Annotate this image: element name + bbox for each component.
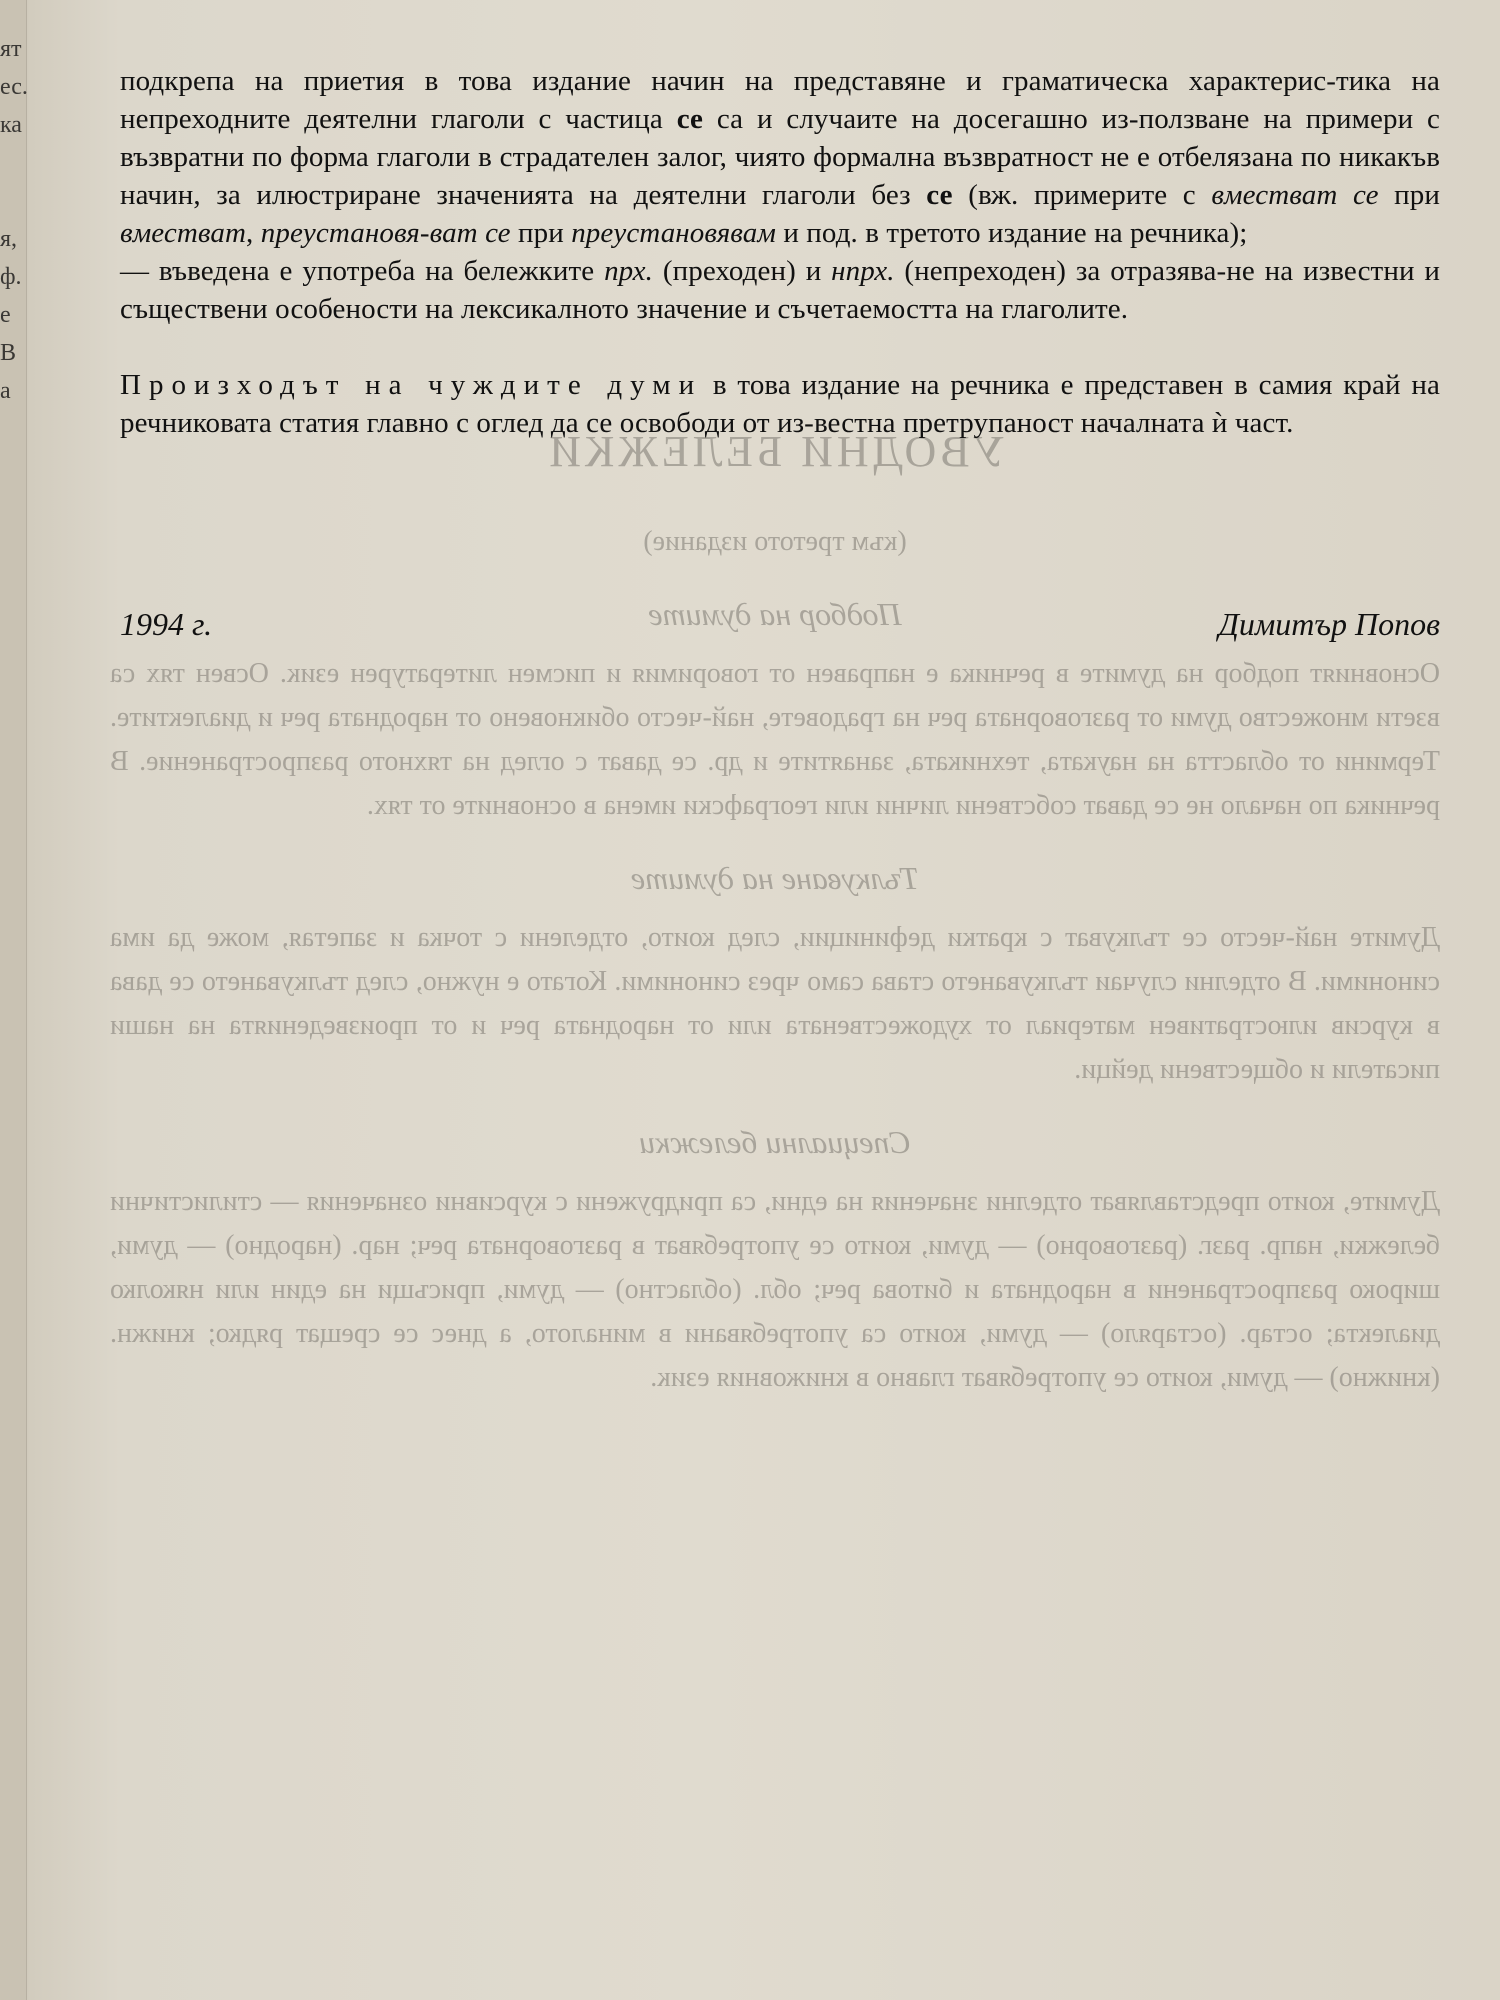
- facing-page-edge: [0, 0, 27, 2000]
- paragraph: [120, 252, 1440, 328]
- paragraph: [120, 62, 1440, 252]
- bold-particle: се: [926, 179, 953, 211]
- text-run: (вж. примерите с: [952, 179, 1212, 211]
- italic-abbreviation: нпрх.: [831, 255, 895, 287]
- italic-example: вместват: [120, 217, 247, 249]
- bold-particle: се: [676, 103, 704, 135]
- signature-year: 1994 г.: [120, 606, 213, 642]
- text-run: — въведена е употреба на бележките: [120, 255, 605, 287]
- text-run: в това издание на речника е представен в самия край на речниковата статия главно с оглед да се освободи от из-вестна претрупаност началната ѝ част.: [120, 369, 1440, 439]
- text-run: и под. в третото издание на речника);: [775, 217, 1248, 249]
- italic-example: вместват се: [1211, 179, 1379, 211]
- italic-example: преустановя-ват се: [260, 217, 511, 249]
- paragraph: [120, 366, 1440, 442]
- spaced-emphasis: Произходът на чуждите думи: [120, 369, 703, 401]
- italic-example: преустановявам: [571, 217, 776, 249]
- text-run: при: [1378, 179, 1440, 211]
- text-run: са и случаите на досегашно из-ползване на примери с възвратни по форма глаголи в страдателен залог, чиято формална възвратност не е отбелязана по никакъв начин, за илюстриране значенията на деятелни глаголи без: [120, 103, 1441, 211]
- page-text: [120, 62, 1440, 442]
- signature-author: Димитър Попов: [1218, 606, 1440, 642]
- text-run: (непреходен) за отразява-не на известни и съществени особености на лексикалното значение и съчетаемостта на глаголите.: [120, 255, 1441, 325]
- bleed-through-text: УВОДНИ БЕЛЕЖКИ (към третото издание) Подбор на думите Основният подбор на думите в речника е направен от говоримия и писмен литературен език. Освен тях са взети множество думи от разговорната реч на градовете, най-често обикновено от народната реч и диалектите. Термини от областта на науката, техниката, занаятите и др. се дават с оглед на тяхното разпространение. В речника по начало не се дават собствени лични или географски имена в основните от тях. Тълкуване на думите Думите най-често се тълкуват с кратки дефиниции, след които, отделени с точка и запетая, може да има синоними. В отделни случаи тълкуването става само чрез синоними. Когато е нужно, след тълкуването се дава в курсив илюстративен материал от художествената или от народната реч и от произведенията на наши писатели и обществени дейци. Специални бележки Думите, които представляват отделни значения на едни, са придружени с курсивни означения — стилистични бележки, напр. разг. (разговорно) — думи, които се употребяват в разговорната реч; нар. (народно) — думи, широко разпространени в народната и битова реч; обл. (областно) — думи, присъщи на един или няколко диалекта; остар. (остаряло) — думи, които са употребявани в миналото, а днес се срещат рядко; книжн. (книжно) — думи, които се употребяват главно в книжовния език.: [110, 427, 1440, 1393]
- facing-page-fragments: ят ес. ка я, ф. е В а: [0, 36, 28, 404]
- text-run: подкрепа на приетия в това издание начин на представяне и граматическа характерис-тика на непреходните деятелни глаголи с частица: [120, 65, 1440, 135]
- italic-abbreviation: прх.: [604, 255, 654, 287]
- text-run: при: [510, 217, 572, 249]
- text-run: ,: [246, 217, 261, 249]
- text-run: (преходен) и: [653, 255, 832, 287]
